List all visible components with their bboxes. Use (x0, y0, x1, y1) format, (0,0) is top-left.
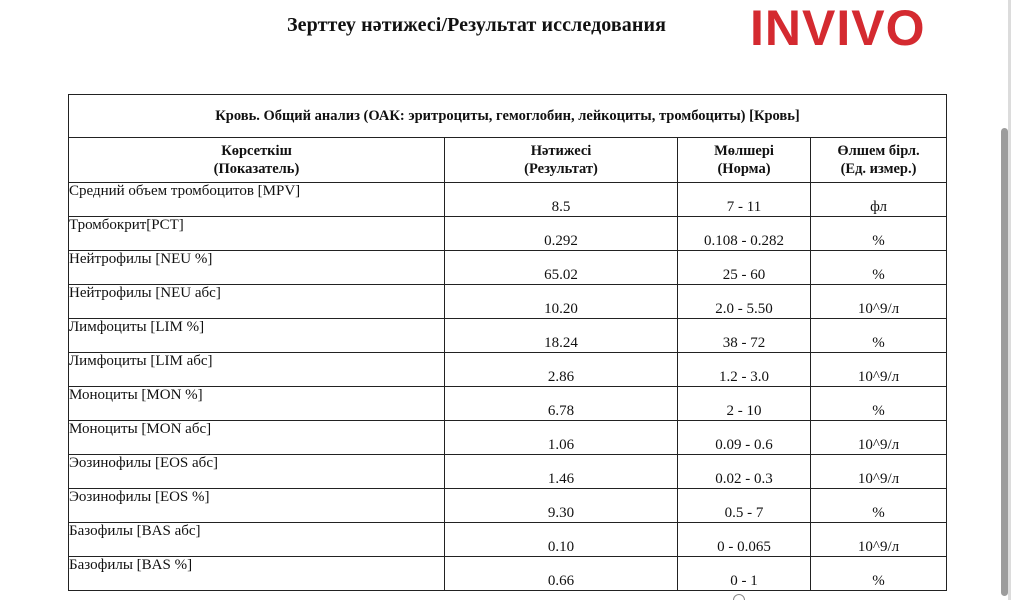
indicator-name-cell: Нейтрофилы [NEU абс] (69, 285, 445, 319)
table-row (69, 421, 947, 455)
result-value-cell: 2.86 (445, 353, 678, 387)
table-header-row (69, 138, 947, 183)
indicator-name-cell: Моноциты [MON %] (69, 387, 445, 421)
table-row (69, 183, 947, 217)
unit-cell: 10^9/л (811, 523, 947, 557)
table-row (69, 489, 947, 523)
table-row (69, 353, 947, 387)
result-value-cell: 0.66 (445, 557, 678, 591)
column-header-unit (811, 138, 947, 183)
indicator-name-cell: Нейтрофилы [NEU %] (69, 251, 445, 285)
unit-cell: % (811, 319, 947, 353)
table-row (69, 523, 947, 557)
column-header-result (445, 138, 678, 183)
result-value-cell: 1.06 (445, 421, 678, 455)
indicator-name-cell: Эозинофилы [EOS абс] (69, 455, 445, 489)
table-row (69, 557, 947, 591)
norm-range-cell: 0 - 1 (678, 557, 811, 591)
unit-cell: % (811, 217, 947, 251)
column-header-norm (678, 138, 811, 183)
results-table (68, 94, 947, 591)
result-value-cell: 18.24 (445, 319, 678, 353)
table-row (69, 387, 947, 421)
norm-range-cell: 2 - 10 (678, 387, 811, 421)
table-row (69, 217, 947, 251)
result-value-cell: 6.78 (445, 387, 678, 421)
result-value-cell: 1.46 (445, 455, 678, 489)
norm-range-cell: 0.5 - 7 (678, 489, 811, 523)
column-header-line-kz: Өлшем бірл. (837, 143, 920, 159)
column-header-line-ru: (Результат) (524, 161, 598, 177)
unit-cell: 10^9/л (811, 353, 947, 387)
result-value-cell: 8.5 (445, 183, 678, 217)
unit-cell: 10^9/л (811, 285, 947, 319)
column-header-line-ru: (Показатель) (213, 161, 300, 177)
indicator-name-cell: Лимфоциты [LIM %] (69, 319, 445, 353)
column-header-line-kz: Көрсеткіш (221, 143, 292, 159)
column-header-indicator (69, 138, 445, 183)
unit-cell: % (811, 489, 947, 523)
page-title: Зерттеу нәтижесі/Результат исследования (287, 14, 667, 36)
column-header-line-ru: (Норма) (717, 161, 771, 177)
indicator-name-cell: Моноциты [MON абс] (69, 421, 445, 455)
norm-range-cell: 0 - 0.065 (678, 523, 811, 557)
scrollbar-thumb[interactable] (1001, 128, 1008, 596)
unit-cell: фл (811, 183, 947, 217)
unit-cell: 10^9/л (811, 455, 947, 489)
table-caption: Кровь. Общий анализ (ОАК: эритроциты, гемоглобин, лейкоциты, тромбоциты) [Кровь] (69, 95, 947, 138)
table-row (69, 455, 947, 489)
norm-range-cell: 7 - 11 (678, 183, 811, 217)
result-value-cell: 65.02 (445, 251, 678, 285)
norm-range-cell: 0.09 - 0.6 (678, 421, 811, 455)
norm-range-cell: 25 - 60 (678, 251, 811, 285)
table-row (69, 251, 947, 285)
cutoff-circle-mark (733, 594, 745, 600)
column-header-line-kz: Нәтижесі (530, 143, 592, 159)
unit-cell: % (811, 251, 947, 285)
norm-range-cell: 38 - 72 (678, 319, 811, 353)
norm-range-cell: 2.0 - 5.50 (678, 285, 811, 319)
invivo-logo: INVIVO (750, 0, 926, 56)
norm-range-cell: 0.108 - 0.282 (678, 217, 811, 251)
table-body (69, 183, 947, 591)
column-header-line-kz: Мөлшері (714, 143, 774, 159)
table-row (69, 319, 947, 353)
indicator-name-cell: Средний объем тромбоцитов [MPV] (69, 183, 445, 217)
table-caption-row (69, 95, 947, 138)
result-value-cell: 9.30 (445, 489, 678, 523)
result-value-cell: 10.20 (445, 285, 678, 319)
indicator-name-cell: Базофилы [BAS %] (69, 557, 445, 591)
vertical-scrollbar[interactable] (1001, 0, 1008, 600)
unit-cell: % (811, 387, 947, 421)
indicator-name-cell: Базофилы [BAS абс] (69, 523, 445, 557)
result-value-cell: 0.10 (445, 523, 678, 557)
indicator-name-cell: Эозинофилы [EOS %] (69, 489, 445, 523)
table-row (69, 285, 947, 319)
unit-cell: 10^9/л (811, 421, 947, 455)
norm-range-cell: 0.02 - 0.3 (678, 455, 811, 489)
indicator-name-cell: Тромбокрит[PCT] (69, 217, 445, 251)
indicator-name-cell: Лимфоциты [LIM абс] (69, 353, 445, 387)
column-header-line-ru: (Ед. измер.) (840, 161, 917, 177)
unit-cell: % (811, 557, 947, 591)
norm-range-cell: 1.2 - 3.0 (678, 353, 811, 387)
result-value-cell: 0.292 (445, 217, 678, 251)
